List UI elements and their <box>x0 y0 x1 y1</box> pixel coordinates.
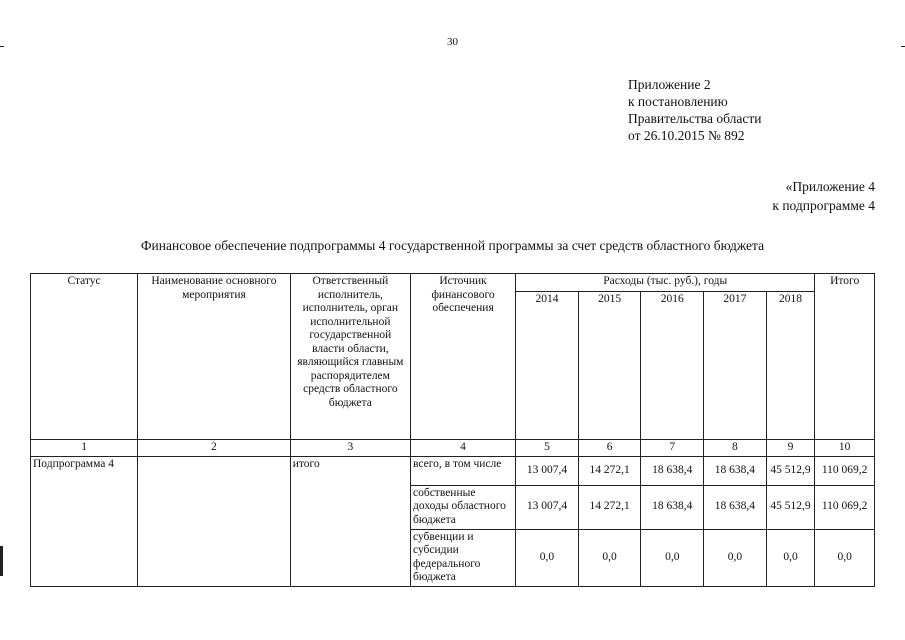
financing-table <box>30 273 875 587</box>
value-cell: 0,0 <box>516 529 579 586</box>
value-cell: 18 638,4 <box>704 456 767 485</box>
source-cell: собственные доходы областного бюджета <box>411 485 516 529</box>
value-cell: 45 512,9 <box>766 485 815 529</box>
column-number: 3 <box>290 440 410 457</box>
scan-edge-mark <box>901 46 905 47</box>
appendix-line: Правительства области <box>628 111 762 126</box>
value-cell: 14 272,1 <box>578 456 641 485</box>
header-year: 2014 <box>516 292 579 440</box>
subprogram-appendix-block <box>772 177 875 215</box>
value-cell: 0,0 <box>641 529 704 586</box>
header-year: 2015 <box>578 292 641 440</box>
value-cell: 45 512,9 <box>766 456 815 485</box>
column-number: 9 <box>766 440 815 457</box>
table-row <box>31 456 875 485</box>
value-cell: 18 638,4 <box>704 485 767 529</box>
value-cell: 0,0 <box>578 529 641 586</box>
header-executor: Ответственный исполнитель, исполнитель, орган исполнительной государственной власти области, являющийся главным распорядителем средств областного бюджета <box>290 274 410 440</box>
total-cell: 110 069,2 <box>815 485 875 529</box>
header-expenses: Расходы (тыс. руб.), годы <box>516 274 815 292</box>
column-number: 4 <box>411 440 516 457</box>
column-number: 8 <box>704 440 767 457</box>
header-total: Итого <box>815 274 875 440</box>
column-number: 1 <box>31 440 138 457</box>
subappendix-line: к подпрограмме 4 <box>772 198 875 213</box>
header-measure-name: Наименование основного мероприятия <box>138 274 291 440</box>
header-year: 2018 <box>766 292 815 440</box>
total-cell: 110 069,2 <box>815 456 875 485</box>
value-cell: 0,0 <box>704 529 767 586</box>
scan-edge-mark <box>0 46 4 47</box>
column-number: 10 <box>815 440 875 457</box>
column-number: 6 <box>578 440 641 457</box>
measure-name-cell <box>138 456 291 586</box>
header-status: Статус <box>31 274 138 440</box>
page-number: 30 <box>447 36 458 48</box>
total-cell: 0,0 <box>815 529 875 586</box>
appendix-line: от 26.10.2015 № 892 <box>628 128 745 143</box>
value-cell: 18 638,4 <box>641 485 704 529</box>
value-cell: 13 007,4 <box>516 456 579 485</box>
column-number: 7 <box>641 440 704 457</box>
subappendix-line: «Приложение 4 <box>785 179 875 194</box>
source-cell: всего, в том числе <box>411 456 516 485</box>
appendix-line: Приложение 2 <box>628 77 711 92</box>
value-cell: 14 272,1 <box>578 485 641 529</box>
executor-cell: итого <box>290 456 410 586</box>
header-financing-source: Источник финансового обеспечения <box>411 274 516 440</box>
source-cell: субвенции и субсидии федерального бюджета <box>411 529 516 586</box>
value-cell: 13 007,4 <box>516 485 579 529</box>
column-number: 5 <box>516 440 579 457</box>
header-year: 2016 <box>641 292 704 440</box>
column-number: 2 <box>138 440 291 457</box>
value-cell: 18 638,4 <box>641 456 704 485</box>
value-cell: 0,0 <box>766 529 815 586</box>
scan-edge-mark <box>0 546 3 576</box>
header-year: 2017 <box>704 292 767 440</box>
document-title: Финансовое обеспечение подпрограммы 4 государственной программы за счет средств областного бюджета <box>140 238 765 253</box>
appendix-line: к постановлению <box>628 94 728 109</box>
status-cell: Подпрограмма 4 <box>31 456 138 586</box>
column-number-row <box>31 440 875 457</box>
appendix-block <box>628 76 761 144</box>
